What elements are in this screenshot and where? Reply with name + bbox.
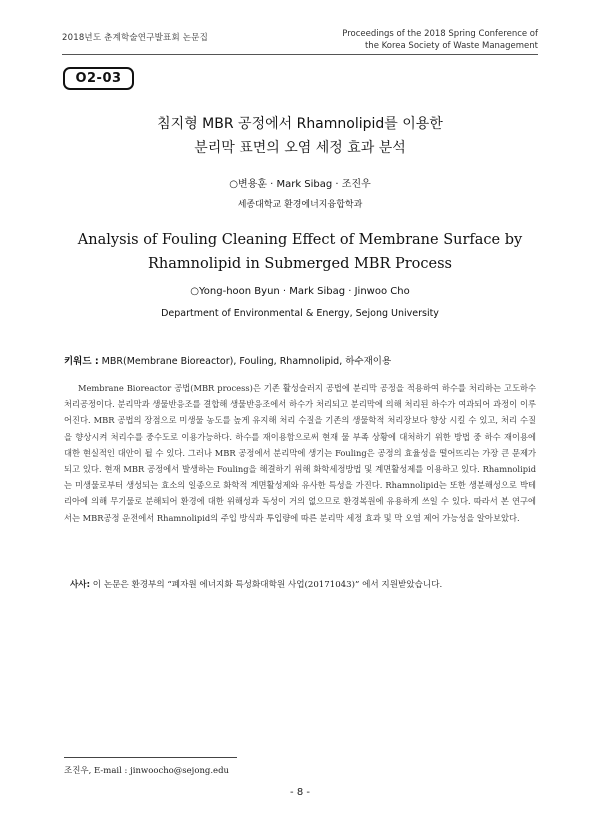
footnote-contact: 조진우, E-mail : jinwoocho@sejong.edu (64, 766, 230, 776)
acknowledgement-text: 이 논문은 환경부의 “폐자원 에너지화 특성화대학원 사업(20171043)” 에서 지원받았습니다. (92, 580, 443, 590)
header-divider (62, 54, 538, 55)
header-right-line1: Proceedings of the 2018 Spring Conference of (342, 29, 538, 39)
running-header-right (342, 28, 538, 52)
korean-title (0, 112, 600, 160)
english-title-line2: Rhamnolipid in Submerged MBR Process (148, 256, 452, 272)
paper-code-badge: O2-03 (63, 67, 134, 90)
header-right-line2: the Korea Society of Waste Management (364, 41, 538, 51)
running-header-left: 2018년도 춘계학술연구발표회 논문집 (62, 33, 208, 43)
korean-title-line2: 분리막 표면의 오염 세정 효과 분석 (194, 140, 406, 156)
abstract-body: Membrane Bioreactor 공법(MBR process)은 기존 활성슬러지 공법에 분리막 공정을 적용하여 하수를 처리하는 고도하수처리공정이다. 분리막과 생물반응조를 결합해 생물반응조에서 하수가 처리되고 분리막에 의해 처리된 하수가 여과되어 과정이 이루어진다. MBR 공법의 장점으로 미생물 농도를 높게 유지해 처리 수질을 기존의 생물학적 처리장보다 향상 시킬 수 있고, 처리 수질을 향상시켜 처리수를 중수도로 이용가능하다. 하수를 재이용함으로써 현재 물 부족 상황에 대처하기 위한 방법 중 하수 재이용에 대한 현실적인 대안이 될 수 있다. 그러나 MBR 공정에서 분리막에 생기는 Fouling은 공정의 효율성을 떨어뜨리는 가장 큰 문제가 되고 있다. 현재 MBR 공정에서 발생하는 Fouling을 해결하기 위해 화학세정방법 및 계면활성제를 이용하고 있다. Rhamnolipid는 미생물로부터 생성되는 효소의 일종으로 화학적 계면활성제와 유사한 특성을 가진다. Rhamnolipid는 또한 생분해성으로 박테리아에 의해 무기물로 분해되어 환경에 대한 위해성과 독성이 거의 없으므로 환경복원에 유용하게 쓰일 수 있다. 따라서 본 연구에서는 MBR공정 운전에서 Rhamnolipid의 주입 방식과 투입량에 따른 분리막 세정 효과 및 막 오염 제어 가능성을 알아보았다. (64, 383, 536, 523)
korean-affiliation: 세종대학교 환경에너지융합학과 (237, 200, 363, 210)
keywords (64, 353, 544, 367)
acknowledgement (70, 578, 550, 590)
keywords-label: 키워드 : (64, 356, 99, 367)
keywords-text: MBR(Membrane Bioreactor), Fouling, Rhamnolipid, 하수재이용 (101, 356, 392, 367)
footnote-divider (64, 757, 237, 758)
english-affiliation: Department of Environmental & Energy, Sejong University (161, 308, 439, 319)
english-authors: ○Yong-hoon Byun · Mark Sibag · Jinwoo Cho (190, 286, 410, 297)
acknowledgement-label: 사사: (70, 580, 91, 590)
english-title (0, 228, 600, 276)
korean-title-line1: 침지형 MBR 공정에서 Rhamnolipid를 이용한 (157, 116, 443, 132)
english-title-line1: Analysis of Fouling Cleaning Effect of Membrane Surface by (77, 232, 523, 248)
page-number: - 8 - (290, 787, 310, 798)
korean-authors: ○변용훈 · Mark Sibag · 조진우 (229, 179, 371, 190)
